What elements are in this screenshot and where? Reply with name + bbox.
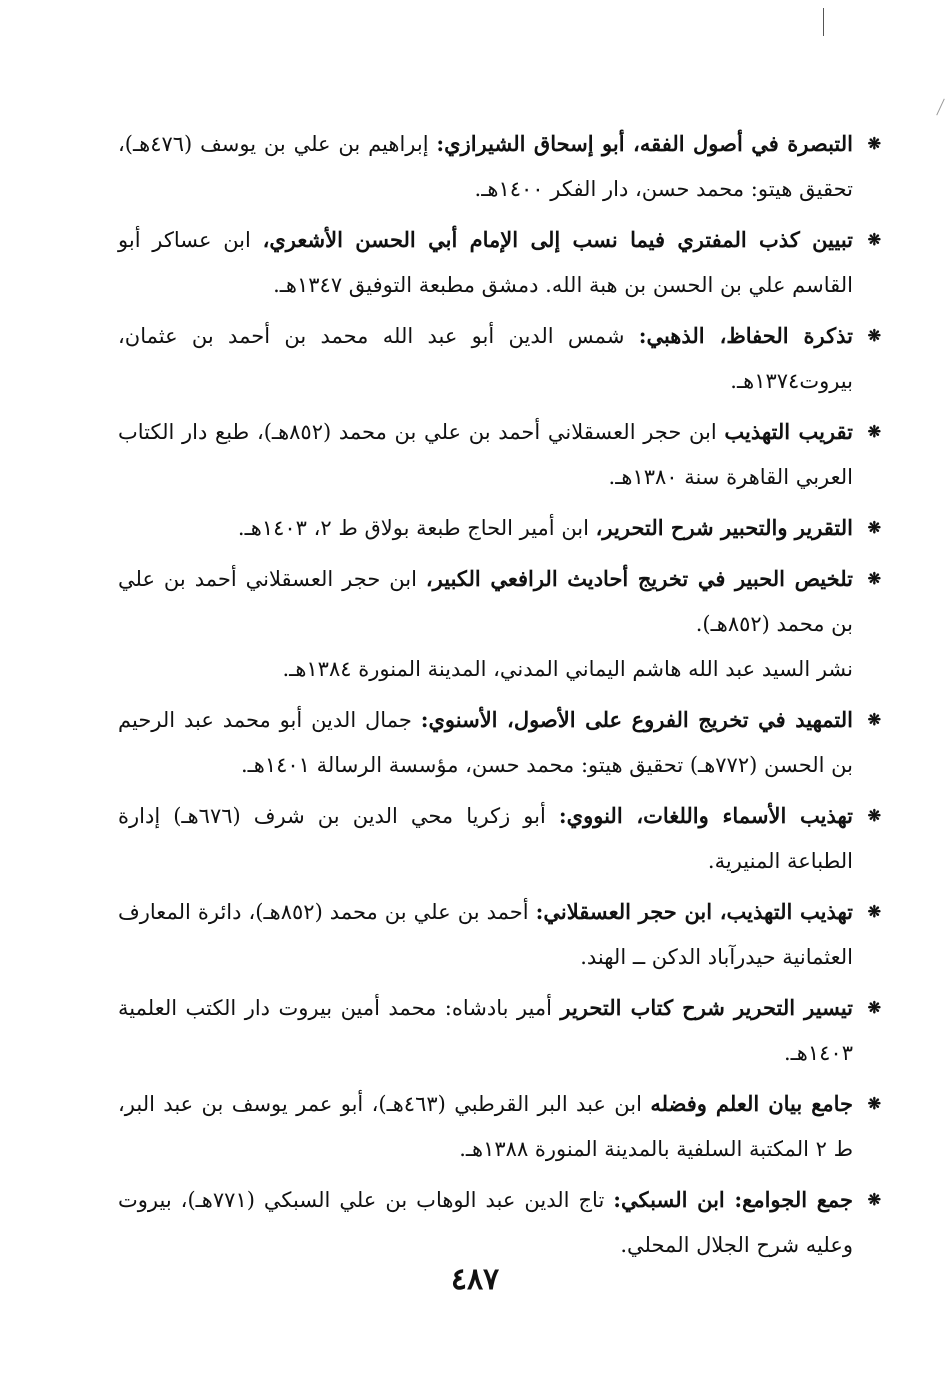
entry-title: التقرير والتحبير شرح التحرير، [595,515,853,540]
entry-title: تلخيص الحبير في تخريج أحاديث الرافعي الكبير، [425,566,853,591]
entry-details: أمير بادشاه: محمد أمين بيروت دار الكتب العلمية ١٤٠٣هـ. [118,996,853,1065]
entry-details: إبراهيم بن علي بن يوسف (٤٧٦هـ)، تحقيق هيتو: محمد حسن، دار الفكر ١٤٠٠هـ. [118,132,853,201]
asterisk-bullet-icon: ❋ [867,1094,881,1113]
scan-edge-line [823,8,824,36]
entry-title: تبيين كذب المفتري فيما نسب إلى الإمام أبي الحسن الأشعري، [262,227,853,252]
entry-title: التبصرة في أصول الفقه، أبو إسحاق الشيرازي: [436,131,853,156]
entry-details: ابن حجر العسقلاني أحمد بن علي بن محمد (٨٥٢هـ)، طبع دار الكتاب العربي القاهرة سنة ١٣٨٠هـ. [118,420,853,489]
bibliography-entry [118,889,881,980]
entry-title: جامع بيان العلم وفضله [650,1091,854,1116]
entry-details: ابن حجر العسقلاني أحمد بن علي بن محمد (٨٥٢هـ). [118,567,853,636]
bibliography-entry [118,556,881,692]
bibliography-entry [118,121,881,212]
asterisk-bullet-icon: ❋ [867,569,881,588]
entry-details: ابن عبد البر القرطبي (٤٦٣هـ)، أبو عمر يوسف بن عبد البر، ط ٢ المكتبة السلفية بالمدينة المنورة ١٣٨٨هـ. [118,1092,853,1161]
asterisk-bullet-icon: ❋ [867,998,881,1017]
entry-title: تذكرة الحفاظ، الذهبي: [638,323,853,348]
entry-title: تقريب التهذيب [724,419,853,444]
asterisk-bullet-icon: ❋ [867,1190,881,1209]
asterisk-bullet-icon: ❋ [867,422,881,441]
asterisk-bullet-icon: ❋ [867,230,881,249]
bibliography-entry [118,1177,881,1268]
entry-details: شمس الدين أبو عبد الله محمد بن أحمد بن عثمان، بيروت١٣٧٤هـ. [118,324,853,393]
asterisk-bullet-icon: ❋ [867,710,881,729]
bibliography-list [118,121,881,1273]
entry-continuation: نشر السيد عبد الله هاشم اليماني المدني، المدينة المنورة ١٣٨٤هـ. [282,657,853,681]
asterisk-bullet-icon: ❋ [867,518,881,537]
entry-details: تاج الدين عبد الوهاب بن علي السبكي (٧٧١هـ)، بيروت وعليه شرح الجلال المحلي. [118,1188,853,1257]
bibliography-entry [118,1081,881,1172]
entry-title: تيسير التحرير شرح كتاب التحرير [560,995,853,1020]
bibliography-entry [118,793,881,884]
asterisk-bullet-icon: ❋ [867,134,881,153]
scan-edge-tick [936,99,945,116]
bibliography-entry [118,697,881,788]
entry-details: أحمد بن علي بن محمد (٨٥٢هـ)، دائرة المعارف العثمانية حيدرآباد الدكن ــ الهند. [118,900,853,969]
page-number: ٤٨٧ [450,1262,500,1297]
bibliography-entry [118,985,881,1076]
bibliography-entry [118,313,881,404]
asterisk-bullet-icon: ❋ [867,902,881,921]
entry-title: تهذيب الأسماء واللغات، النووي: [558,803,854,828]
asterisk-bullet-icon: ❋ [867,806,881,825]
bibliography-entry [118,217,881,308]
entry-title: جمع الجوامع: ابن السبكي: [613,1187,853,1212]
entry-title: التمهيد في تخريج الفروع على الأصول، الأسنوي: [420,707,853,732]
entry-details: جمال الدين أبو محمد عبد الرحيم بن الحسن (٧٧٢هـ) تحقيق هيتو: محمد حسن، مؤسسة الرسالة ١٤٠١هـ. [118,708,853,777]
entry-title: تهذيب التهذيب، ابن حجر العسقلاني: [535,899,853,924]
bibliography-entry [118,505,881,551]
bibliography-entry [118,409,881,500]
entry-details: ابن أمير الحاج طبعة بولاق ط ٢، ١٤٠٣هـ. [237,516,596,540]
entry-details: أبو زكريا محي الدين بن شرف (٦٧٦هـ) إدارة الطباعة المنيرية. [118,804,853,873]
asterisk-bullet-icon: ❋ [867,326,881,345]
entry-details: ابن عساكر أبو القاسم علي بن الحسن بن هبة الله. دمشق مطبعة التوفيق ١٣٤٧هـ. [118,228,853,297]
